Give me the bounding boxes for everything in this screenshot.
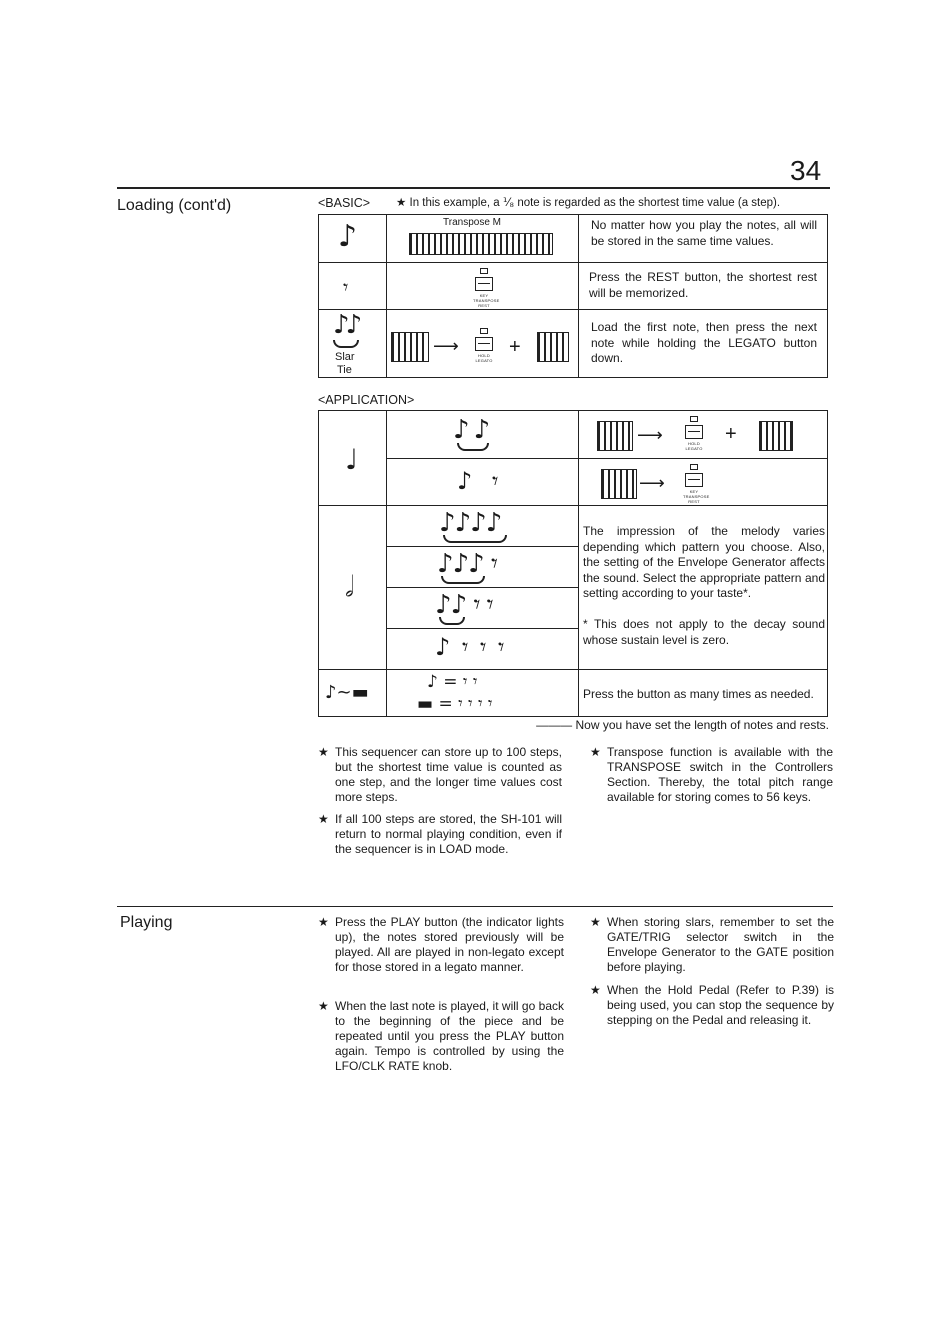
star-icon: ★ bbox=[318, 745, 329, 759]
plus-icon: + bbox=[509, 336, 521, 358]
rest-button-label: KEY TRANSPOSE REST bbox=[473, 293, 500, 308]
rest-symbol-cell bbox=[318, 669, 387, 717]
quarter-note: ♩ bbox=[345, 443, 359, 476]
tie-arc bbox=[333, 340, 359, 348]
basic-row-3-text-cell bbox=[578, 309, 828, 378]
eighth-rest: 𝄾 bbox=[343, 275, 349, 299]
top-rule bbox=[117, 187, 830, 189]
keyboard-icon bbox=[537, 332, 569, 362]
half-pattern-3-cell bbox=[386, 587, 579, 629]
rest-pattern-cell bbox=[386, 669, 579, 717]
pattern-eighth-three-rests: ♪ 𝄾 𝄾 𝄾 bbox=[435, 633, 507, 661]
half-symbol-cell bbox=[318, 505, 387, 670]
plus-icon: + bbox=[725, 423, 737, 445]
half-pattern-1-cell bbox=[386, 505, 579, 547]
star-icon: ★ bbox=[318, 812, 329, 826]
rest-button-icon bbox=[473, 268, 500, 308]
loading-bullet: ★ If all 100 steps are stored, the SH-101 will return to normal playing condition, even if the sequencer is in LOAD mode. bbox=[318, 812, 562, 856]
arrow-right-icon: ⟶ bbox=[639, 473, 665, 493]
tie-arc bbox=[457, 443, 489, 451]
basic-row-1-text-cell bbox=[578, 214, 828, 263]
half-text-cell bbox=[578, 505, 828, 670]
basic-row-3-action-cell bbox=[386, 309, 579, 378]
basic-row-1-action-cell bbox=[386, 214, 579, 263]
star-icon: ★ bbox=[318, 915, 329, 929]
rest-button-label: KEY TRANSPOSE REST bbox=[683, 489, 710, 504]
legato-button-label: HOLD LEGATO bbox=[685, 441, 703, 451]
rest-text: Press the button as many times as needed. bbox=[583, 687, 814, 701]
quarter-symbol-cell bbox=[318, 410, 387, 506]
playing-bullet: ★ Press the PLAY button (the indicator lights up), the notes stored previously will be played. All are played in non-legato except for those stored in a legato manner. bbox=[318, 915, 564, 974]
basic-row-3-text: Load the first note, then press the next note while holding the LEGATO button down. bbox=[591, 320, 817, 365]
keyboard-icon bbox=[597, 421, 633, 451]
section-heading-playing: Playing bbox=[120, 914, 173, 931]
half-pattern-2-cell bbox=[386, 546, 579, 588]
keyboard-icon bbox=[759, 421, 793, 451]
basic-row-2-symbol-cell bbox=[318, 262, 387, 310]
pattern-eighth-rest: ♪ 𝄾 bbox=[457, 467, 505, 495]
star-icon: ★ bbox=[590, 915, 601, 929]
eighth-note: ♪ bbox=[338, 219, 358, 254]
star-icon: ★ bbox=[590, 983, 601, 997]
section-heading-loading: Loading (cont'd) bbox=[117, 197, 232, 214]
basic-row-3-symbol-cell bbox=[318, 309, 387, 378]
basic-row-1-symbol-cell bbox=[318, 214, 387, 263]
tie-arc bbox=[443, 535, 507, 543]
done-line: ——— Now you have set the length of notes and rests. bbox=[536, 718, 829, 732]
basic-row-1-text: No matter how you play the notes, all will be stored in the same time values. bbox=[591, 218, 817, 248]
slar-label: Slar bbox=[335, 351, 355, 363]
loading-bullet: ★ This sequencer can store up to 100 steps, but the shortest time value is counted as one step, and the longer time values cost more steps. bbox=[318, 745, 562, 804]
keyboard-icon bbox=[601, 469, 637, 499]
playing-bullet: ★ When the Hold Pedal (Refer to P.39) is being used, you can stop the sequence by stepping on the Pedal and releasing it. bbox=[590, 983, 834, 1027]
quarter-action-2-cell bbox=[578, 458, 828, 506]
quarter-pattern-2-cell bbox=[386, 458, 579, 506]
pattern-two-eighths-two-rests: ♪♪ 𝄾 𝄾 bbox=[435, 590, 493, 620]
keyboard-icon bbox=[391, 332, 429, 362]
pattern-tied-eighths: ♪♪ bbox=[453, 415, 495, 445]
half-explanation: The impression of the melody varies depending which pattern you choose. Also, the setting of the Envelope Generator affects the sound. Select the appropriate pattern and setting according to your taste*. bbox=[583, 524, 825, 600]
legato-button-icon bbox=[683, 416, 705, 451]
playing-bullet: ★ When the last note is played, it will go back to the beginning of the piece and be repeated until you press the PLAY button again. Tempo is controlled by using the LFO/CLK RATE knob. bbox=[318, 999, 564, 1073]
tied-eighth-notes: ♪♪ bbox=[333, 310, 359, 340]
page-number: 34 bbox=[790, 155, 822, 186]
rests-equation-symbol: ♪~▬ bbox=[325, 682, 369, 703]
rest-equation-2: ▬ = 𝄾 𝄾 𝄾 𝄾 bbox=[417, 694, 493, 714]
star-icon: ★ bbox=[318, 999, 329, 1013]
basic-row-2-text: Press the REST button, the shortest rest will be memorized. bbox=[589, 270, 817, 300]
transpose-m-label: Transpose M bbox=[443, 217, 501, 228]
quarter-action-1-cell bbox=[578, 410, 828, 459]
rest-button-icon bbox=[683, 464, 710, 504]
basic-note: ★ In this example, a ⅟₈ note is regarded as the shortest time value (a step). bbox=[396, 197, 781, 209]
half-footnote: * This does not apply to the decay sound whose sustain level is zero. bbox=[583, 617, 825, 647]
section-rule bbox=[117, 906, 833, 907]
keyboard-icon bbox=[409, 233, 553, 255]
tie-arc bbox=[441, 576, 485, 584]
basic-row-2-action-cell bbox=[386, 262, 579, 310]
rest-text-cell bbox=[578, 669, 828, 717]
legato-button-icon bbox=[473, 328, 495, 363]
basic-label: <BASIC> bbox=[318, 196, 371, 210]
pattern-three-eighths-rest: ♪♪♪ 𝄾 bbox=[437, 549, 497, 579]
half-note: 𝅗𝅥 bbox=[345, 570, 354, 603]
arrow-right-icon: ⟶ bbox=[433, 336, 459, 356]
rest-equation-1: ♪ = 𝄾 𝄾 bbox=[427, 672, 478, 692]
loading-bullet: ★ Transpose function is available with the TRANSPOSE switch in the Controllers Section. Thereby, the total pitch range available for storing comes to 56 keys. bbox=[590, 745, 833, 804]
tie-arc bbox=[439, 617, 465, 625]
half-pattern-4-cell bbox=[386, 628, 579, 670]
legato-button-label: HOLD LEGATO bbox=[475, 353, 493, 363]
playing-bullet: ★ When storing slars, remember to set the GATE/TRIG selector switch in the Envelope Generator to the GATE position before playing. bbox=[590, 915, 834, 974]
basic-row-2-text-cell bbox=[578, 262, 828, 310]
application-label: <APPLICATION> bbox=[318, 393, 415, 407]
arrow-right-icon: ⟶ bbox=[637, 425, 663, 445]
quarter-pattern-1-cell bbox=[386, 410, 579, 459]
pattern-four-eighths: ♪♪♪♪ bbox=[439, 508, 502, 538]
star-icon: ★ bbox=[590, 745, 601, 759]
tie-label: Tie bbox=[337, 364, 352, 376]
